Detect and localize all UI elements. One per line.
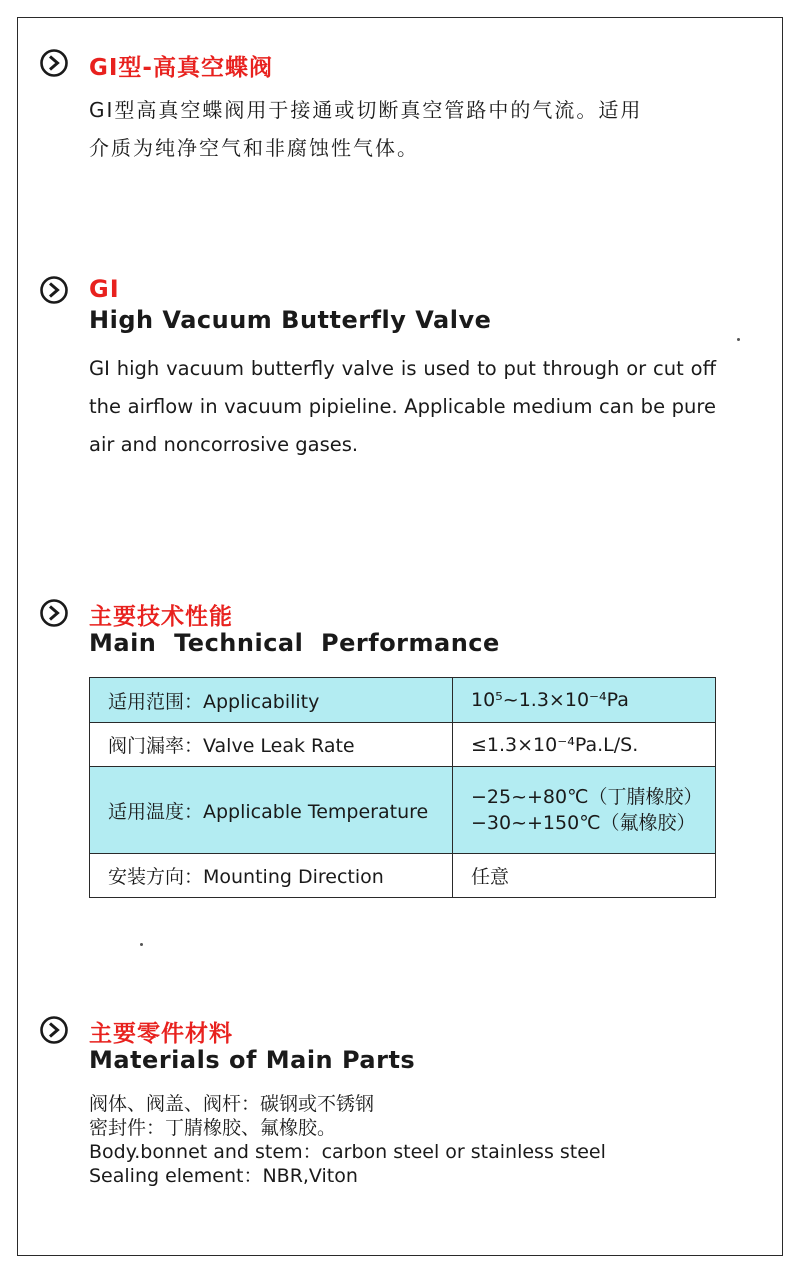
intro-cn-line: 介质为纯净空气和非腐蚀性气体。 — [89, 136, 419, 160]
materials-title-cn: 主要零件材料 — [89, 1021, 233, 1047]
section-title-en: High Vacuum Butterfly Valve — [89, 306, 492, 334]
circled-chevron-icon — [39, 598, 69, 628]
intro-cn-line: GI型高真空蝶阀用于接通或切断真空管路中的气流。适用 — [89, 98, 643, 122]
print-speck — [737, 338, 740, 341]
circled-chevron-icon — [39, 1015, 69, 1045]
performance-title-cn: 主要技术性能 — [89, 604, 233, 630]
spec-label: 适用范围：Applicability — [90, 678, 453, 723]
spec-value: 10⁵~1.3×10⁻⁴Pa — [453, 678, 716, 723]
section-title-gi: GI — [89, 275, 120, 303]
spec-label: 阀门漏率：Valve Leak Rate — [90, 723, 453, 767]
spec-label: 安装方向：Mounting Direction — [90, 854, 453, 898]
intro-en-paragraph: GI high vacuum butterfly valve is used to put through or cut off the airflow in vacuum pipieline. Applicable medium can be pure air and noncorrosive gases. — [89, 357, 716, 456]
section-title-cn: GI型-高真空蝶阀 — [89, 55, 273, 81]
spec-value-line: −30~+150℃（氟橡胶） — [471, 812, 696, 834]
table-row — [90, 854, 716, 898]
materials-list — [89, 1092, 606, 1188]
table-row — [90, 678, 716, 723]
spec-value — [453, 767, 716, 854]
performance-title-en: Main Technical Performance — [89, 629, 500, 657]
circled-chevron-icon — [39, 48, 69, 78]
performance-table — [89, 677, 716, 898]
materials-line: 阀体、阀盖、阀杆：碳钢或不锈钢 — [89, 1093, 375, 1115]
materials-title-en: Materials of Main Parts — [89, 1046, 416, 1074]
print-speck — [140, 943, 143, 946]
table-row — [90, 767, 716, 854]
materials-line: Body.bonnet and stem：carbon steel or stainless steel — [89, 1141, 606, 1163]
spec-label: 适用温度：Applicable Temperature — [90, 767, 453, 854]
spec-value-line: −25~+80℃（丁腈橡胶） — [471, 786, 703, 808]
circled-chevron-icon — [39, 275, 69, 305]
spec-value: ≤1.3×10⁻⁴Pa.L/S. — [453, 723, 716, 767]
materials-line: Sealing element：NBR,Viton — [89, 1165, 358, 1187]
spec-value: 任意 — [453, 854, 716, 898]
table-row — [90, 723, 716, 767]
intro-cn-paragraph — [89, 91, 716, 167]
materials-line: 密封件：丁腈橡胶、氟橡胶。 — [89, 1117, 337, 1139]
